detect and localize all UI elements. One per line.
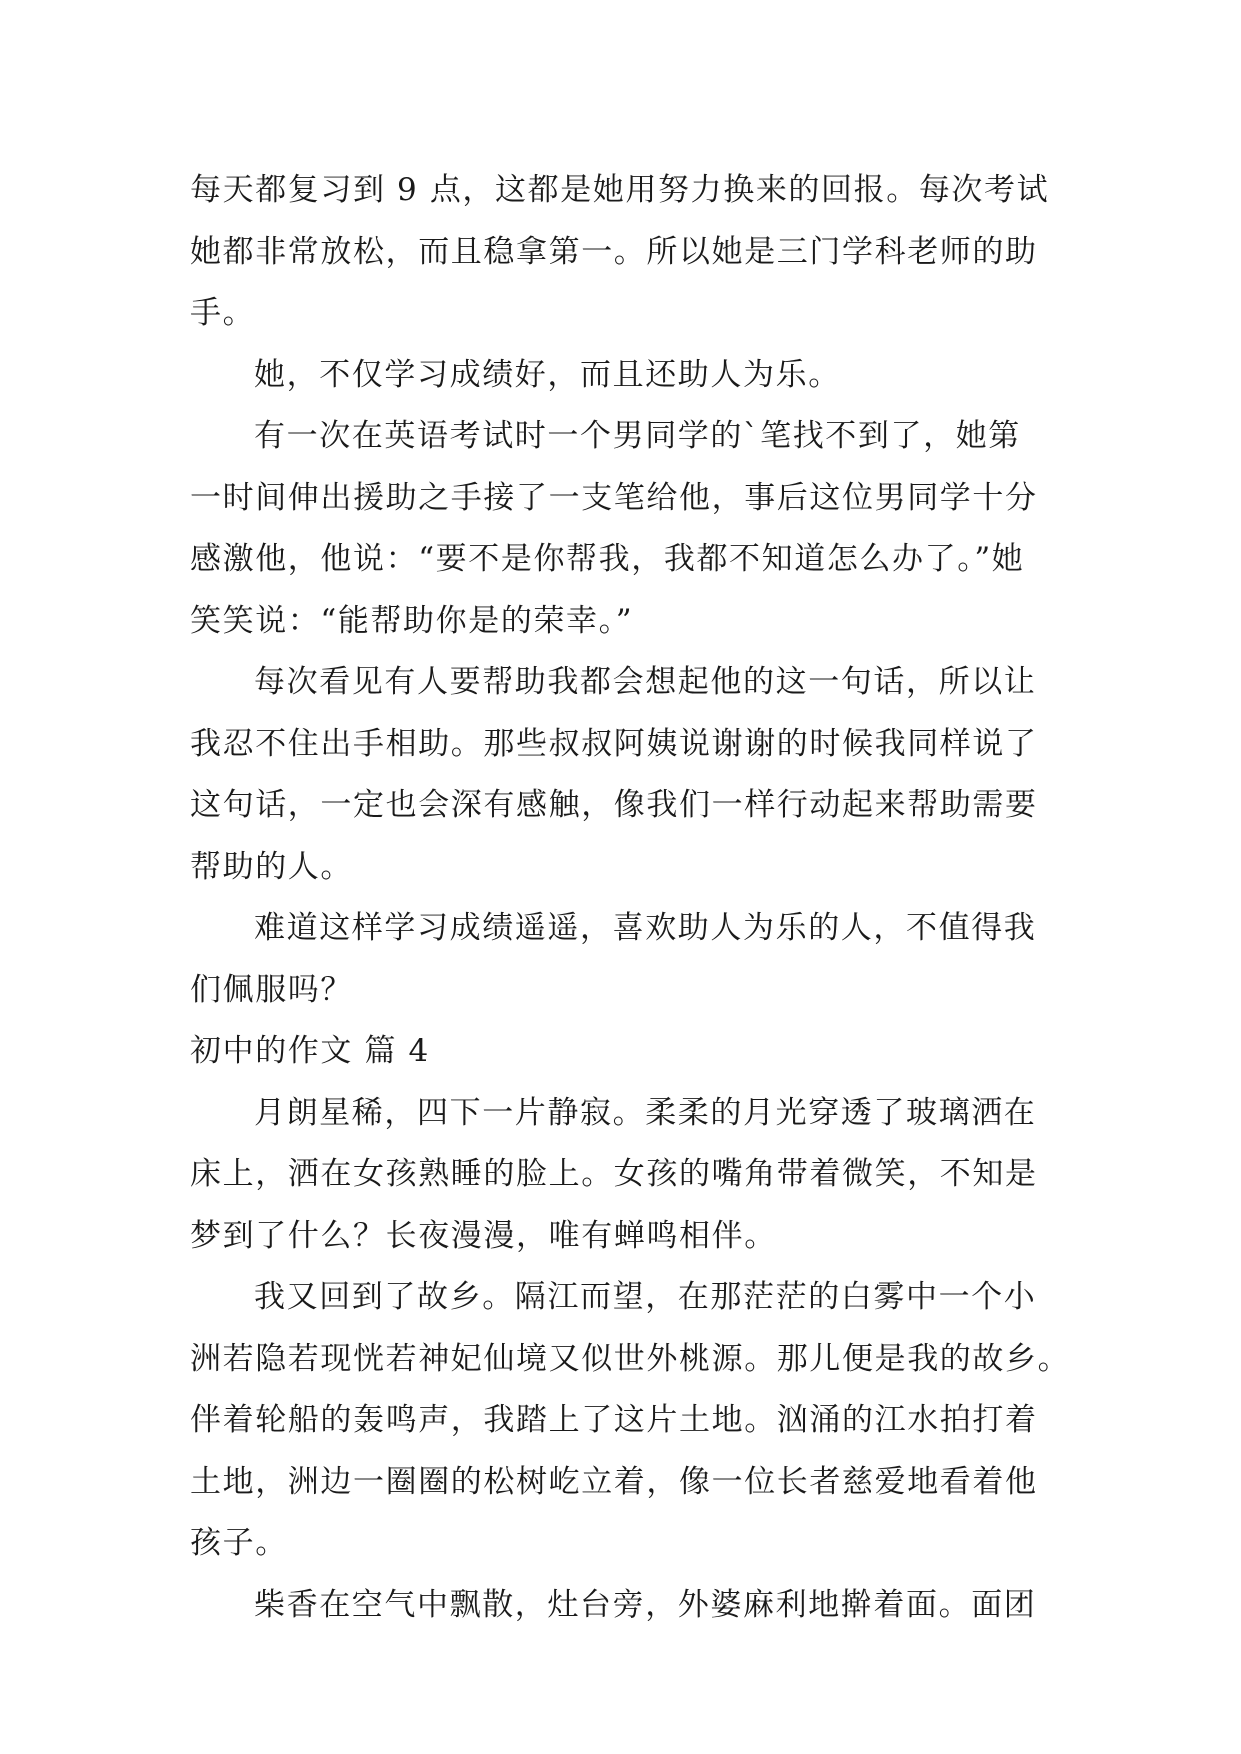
text-line: 床上，洒在女孩熟睡的脸上。女孩的嘴角带着微笑，不知是 bbox=[190, 1156, 1038, 1192]
paragraph-first-line: 每次看见有人要帮助我都会想起他的这一句话，所以让 bbox=[254, 664, 1037, 700]
text-line: 手。 bbox=[190, 295, 256, 331]
text-line: 她都非常放松，而且稳拿第一。所以她是三门学科老师的助 bbox=[190, 233, 1038, 270]
text-line: 土地，洲边一圈圈的松树屹立着，像一位长者慈爱地看着他 bbox=[190, 1463, 1038, 1500]
section-heading: 初中的作文 篇 4 bbox=[190, 1033, 430, 1069]
text-line: 们佩服吗？ bbox=[190, 971, 353, 1008]
paragraph-first-line: 月朗星稀，四下一片静寂。柔柔的月光穿透了玻璃洒在 bbox=[254, 1094, 1037, 1131]
text-line: 帮助的人。 bbox=[190, 848, 353, 885]
text-line: 孩子。 bbox=[190, 1525, 288, 1561]
paragraph-first-line: 我又回到了故乡。隔江而望，在那茫茫的白雾中一个小 bbox=[254, 1279, 1037, 1315]
paragraph-first-line: 她，不仅学习成绩好，而且还助人为乐。 bbox=[254, 356, 841, 393]
paragraph-first-line: 柴香在空气中飘散，灶台旁，外婆麻利地擀着面。面团 bbox=[254, 1586, 1037, 1623]
text-line: 我忍不住出手相助。那些叔叔阿姨说谢谢的时候我同样说了 bbox=[190, 725, 1038, 762]
document-body bbox=[190, 160, 1071, 1636]
text-line: 伴着轮船的轰鸣声，我踏上了这片土地。汹涌的江水拍打着 bbox=[190, 1402, 1038, 1438]
text-line: 这句话，一定也会深有感触，像我们一样行动起来帮助需要 bbox=[190, 787, 1038, 823]
text-line: 洲若隐若现恍若神妃仙境又似世外桃源。那儿便是我的故乡。 bbox=[190, 1340, 1071, 1377]
text-line: 一时间伸出援助之手接了一支笔给他，事后这位男同学十分 bbox=[190, 479, 1038, 516]
text-line: 感激他，他说：“要不是你帮我，我都不知道怎么办了。”她 bbox=[190, 541, 1025, 577]
paragraph-first-line: 有一次在英语考试时一个男同学的`笔找不到了，她第 bbox=[254, 418, 1021, 454]
text-line: 每天都复习到 9 点，这都是她用努力换来的回报。每次考试 bbox=[190, 172, 1050, 208]
paragraph-first-line: 难道这样学习成绩遥遥，喜欢助人为乐的人，不值得我 bbox=[254, 910, 1037, 946]
text-line: 笑笑说：“能帮助你是的荣幸。” bbox=[190, 602, 634, 639]
text-line: 梦到了什么？长夜漫漫，唯有蝉鸣相伴。 bbox=[190, 1217, 777, 1254]
